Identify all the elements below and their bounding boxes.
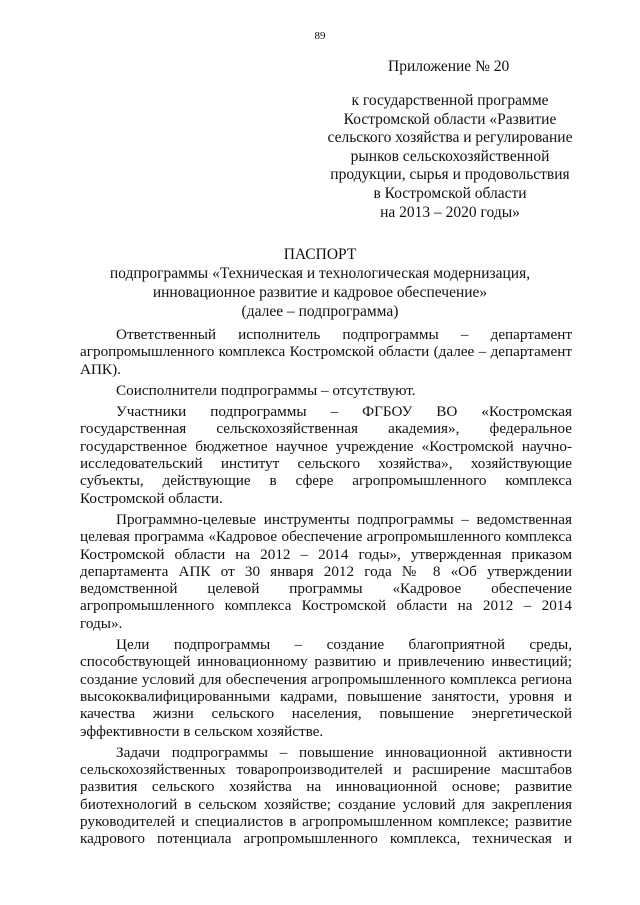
text-line: департамента АПК от 30 января 2012 года № 8 «Об утверждении [80,562,572,580]
paragraph-tasks [80,744,572,848]
paragraph-program-instruments [80,511,572,632]
body-text [80,326,572,852]
text-line: высококвалифицированными кадрами, повышение занятости, уровня и [80,687,572,705]
text-line: целевая программа «Кадровое обеспечение агропромышленного комплекса [80,528,572,546]
appendix-line: рынков сельскохозяйственной [350,147,550,165]
paragraph-co-executors [80,382,572,399]
text-line: субъекты, действующие в сфере агропромышленного комплекса [80,472,572,490]
text-line: агропромышленного комплекса Костромской области на 2012 – 2014 [80,597,572,615]
text-line: руководителей и специалистов в агропромышленном комплексе; развитие [80,813,572,831]
text-line: Задачи подпрограммы – повышение инновационной активности [116,743,572,761]
text-line: годы». [80,614,123,632]
appendix-subtitle [300,92,600,222]
text-line: эффективности в сельском хозяйстве. [80,722,324,740]
appendix-line: продукции, сырья и продовольствия [330,166,570,184]
text-line: Цели подпрограммы – создание благоприятной среды, [116,636,572,654]
text-line: Ответственный исполнитель подпрограммы – департамент [116,326,572,343]
paragraph-responsible-executor [80,326,572,378]
text-line: Костромской области на 2012 – 2014 годы», утвержденная приказом [80,545,572,563]
text-line: развития сельского хозяйства на инновационной основе; развитие [80,778,572,796]
passport-title: ПАСПОРТ [283,246,357,263]
appendix-line: в Костромской области [373,184,527,202]
text-line: государственное бюджетное научное учреждение «Костромской научно- [80,437,572,455]
text-line: государственная сельскохозяйственная академия», федеральное [80,420,572,438]
passport-heading [0,245,640,321]
text-line: кадрового потенциала агропромышленного комплекса, техническая и [80,830,572,848]
appendix-line: Костромской области «Развитие [343,110,557,128]
appendix-line: сельского хозяйства и регулирование [327,129,573,147]
text-line: сельскохозяйственных товаропроизводителей и расширение масштабов [80,761,572,779]
text-line: Костромской области. [80,489,223,507]
text-line: исследовательский институт сельского хозяйства», хозяйствующие [80,455,572,473]
text-line: ведомственной целевой программы «Кадровое обеспечение [80,580,572,598]
text-line: качества жизни сельского населения, повышение энергетической [80,705,572,723]
text-line: Программно-целевые инструменты подпрограммы – ведомственная [116,510,572,528]
paragraph-participants [80,403,572,507]
passport-line: инновационное развитие и кадровое обеспечение» [152,284,488,301]
appendix-title: Приложение № 20 [388,58,510,75]
appendix-line: на 2013 – 2020 годы» [380,203,520,221]
text-line: создание условий для обеспечения агропромышленного комплекса региона [80,670,572,688]
text-line: биотехнологий в сельском хозяйстве; создание условий для закрепления [80,795,572,813]
text-line: способствующей инновационному развитию и привлечению инвестиций; [80,653,572,671]
text-line: агропромышленного комплекса Костромской области (далее – департамент [80,343,572,361]
text-line: Соисполнители подпрограммы – отсутствуют. [116,381,416,399]
text-line: АПК). [80,360,121,378]
paragraph-goals [80,636,572,740]
appendix-line: к государственной программе [351,92,549,109]
passport-line: (далее – подпрограмма) [241,303,399,320]
page-number: 89 [314,30,326,42]
passport-line: подпрограммы «Техническая и технологическая модернизация, [109,265,531,282]
text-line: Участники подпрограммы – ФГБОУ ВО «Костромская [116,403,572,421]
